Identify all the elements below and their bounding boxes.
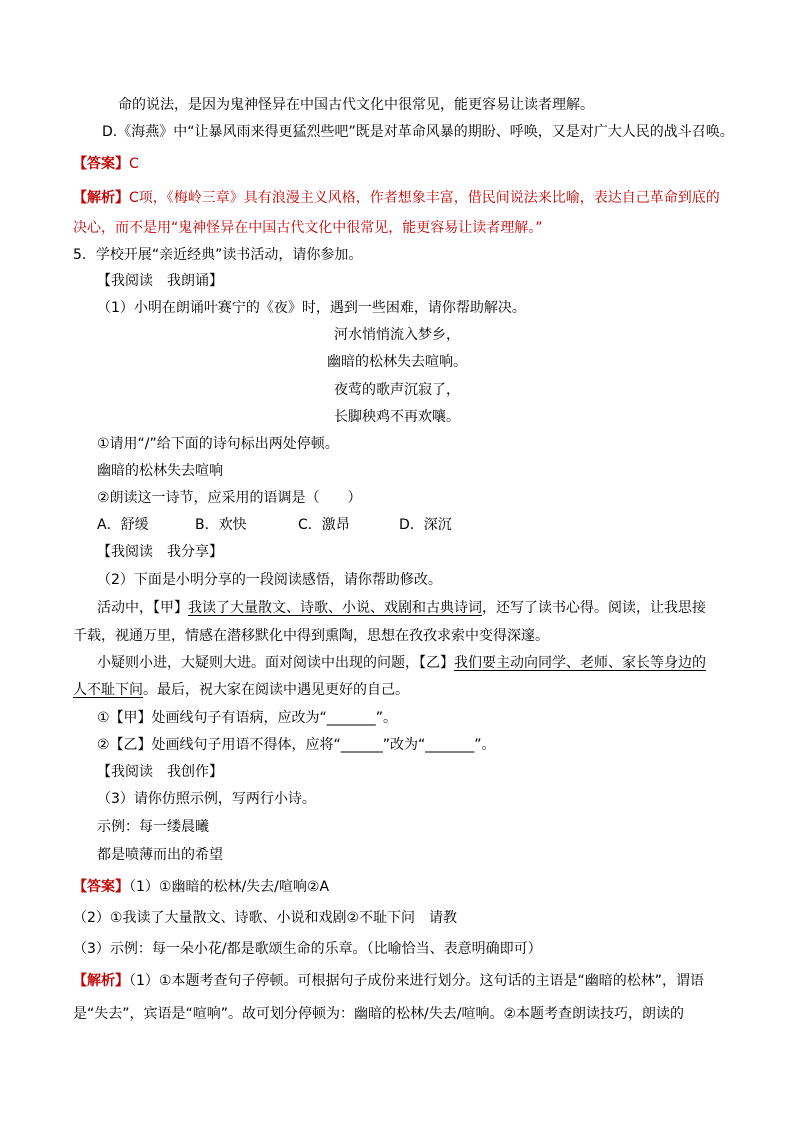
analysis-line-2: 决心，而不是用“鬼神怪异在中国古代文化中很常见，能更容易让读者理解。” (73, 220, 543, 236)
analysis-tag: 【解析】 (73, 973, 129, 989)
analysis-text: （1）①本题考查句子停顿。可根据句子成份来进行划分。这句话的主语是“幽暗的松林”，谓语 (129, 973, 704, 989)
question-1b: ②朗读这一诗节，应采用的语调是（ ） (97, 490, 362, 506)
option-c: C．激昂 (298, 517, 350, 533)
underlined-sentence-yi-end: 人不耻下问 (73, 682, 143, 698)
paragraph-text: 小疑则小进，大疑则大进。面对阅读中出现的问题，【乙】 (97, 655, 454, 671)
section-heading-read-recite: 【我阅读 我朗诵】 (97, 273, 223, 289)
question-2: （2）下面是小明分享的一段阅读感悟，请你帮助修改。 (97, 572, 442, 588)
answer-tag: 【答案】 (73, 156, 129, 172)
example-line-2: 都是喷薄而出的希望 (97, 847, 223, 863)
example-line-1: 示例：每一缕晨曦 (97, 819, 209, 835)
poem-line-4: 长脚秧鸡不再欢嚷。 (334, 409, 460, 425)
paragraph-text: 。最后，祝大家在阅读中遇见更好的自己。 (143, 682, 409, 698)
poem-line-2: 幽暗的松林失去喧响。 (327, 354, 467, 370)
paragraph-line-3 (97, 653, 706, 673)
question-2b: ②【乙】处画线句子用语不得体，应将“______”改为“_______”。 (97, 737, 496, 753)
option-a: A．舒缓 (97, 517, 149, 533)
analysis-tag: 【解析】 (73, 190, 129, 206)
paragraph-line-4 (73, 680, 409, 700)
section-heading-read-share: 【我阅读 我分享】 (97, 544, 223, 560)
poem-line-1: 河水悄悄流入梦乡， (334, 327, 460, 343)
answer-line (73, 154, 139, 174)
answer-line-3: （2）①我读了大量散文、诗歌、小说和戏剧②不耻下问 请教 (73, 910, 458, 926)
question-1a-verse: 幽暗的松林失去喧响 (97, 463, 223, 479)
option-d: D．深沉 (399, 517, 452, 533)
paragraph-line (97, 598, 706, 618)
paragraph-line-2: 千载，视通万里，情感在潜移默化中得到熏陶，思想在孜孜求索中变得深邃。 (73, 628, 549, 644)
underlined-sentence-yi: 我们要主动向同学、老师、家长等身边的 (454, 655, 706, 671)
text-line: 命的说法，是因为鬼神怪异在中国古代文化中很常见，能更容易让读者理解。 (118, 97, 594, 113)
poem-line-3: 夜莺的歌声沉寂了， (334, 382, 460, 398)
question-5: 5．学校开展“亲近经典”读书活动，请你参加。 (73, 247, 363, 263)
underlined-sentence-jia: 我读了大量散文、诗歌、小说、戏剧和古典诗词 (188, 600, 482, 616)
answer-tag: 【答案】 (73, 879, 129, 895)
paragraph-text: ，还写了读书心得。阅读，让我思接 (482, 600, 706, 616)
option-d-line: D.《海燕》中“让暴风雨来得更猛烈些吧”既是对革命风暴的期盼、呼唤，又是对广大人民的战斗召唤。 (102, 124, 734, 140)
marker-jia: 活动中，【甲】 (97, 600, 188, 616)
analysis-line-4: 是“失去”，宾语是“喧响”。故可划分停顿为：幽暗的松林/失去/喧响。②本题考查朗读技巧，朗读的 (73, 1006, 684, 1022)
section-heading-read-create: 【我阅读 我创作】 (97, 764, 223, 780)
answer-line-4: （3）示例：每一朵小花/都是歌颂生命的乐章。（比喻恰当、表意明确即可） (73, 941, 542, 957)
option-b: B．欢快 (195, 517, 247, 533)
answer-value: C (129, 156, 139, 172)
analysis-line-3 (73, 971, 704, 991)
question-3: （3）请你仿照示例，写两行小诗。 (97, 791, 316, 807)
answer-value: （1）①幽暗的松林/失去/喧响②A (129, 879, 330, 895)
question-1a: ①请用“/”给下面的诗句标出两处停顿。 (97, 436, 339, 452)
analysis-text: C项，《梅岭三章》具有浪漫主义风格，作者想象丰富，借民间说法来比喻，表达自己革命到底的 (129, 190, 720, 206)
question-2a: ①【甲】处画线句子有语病，应改为“_______”。 (97, 710, 398, 726)
analysis-line (73, 188, 720, 208)
answer-line-2 (73, 877, 329, 897)
question-1: （1）小明在朗诵叶赛宁的《夜》时，遇到一些困难，请你帮助解决。 (97, 300, 526, 316)
